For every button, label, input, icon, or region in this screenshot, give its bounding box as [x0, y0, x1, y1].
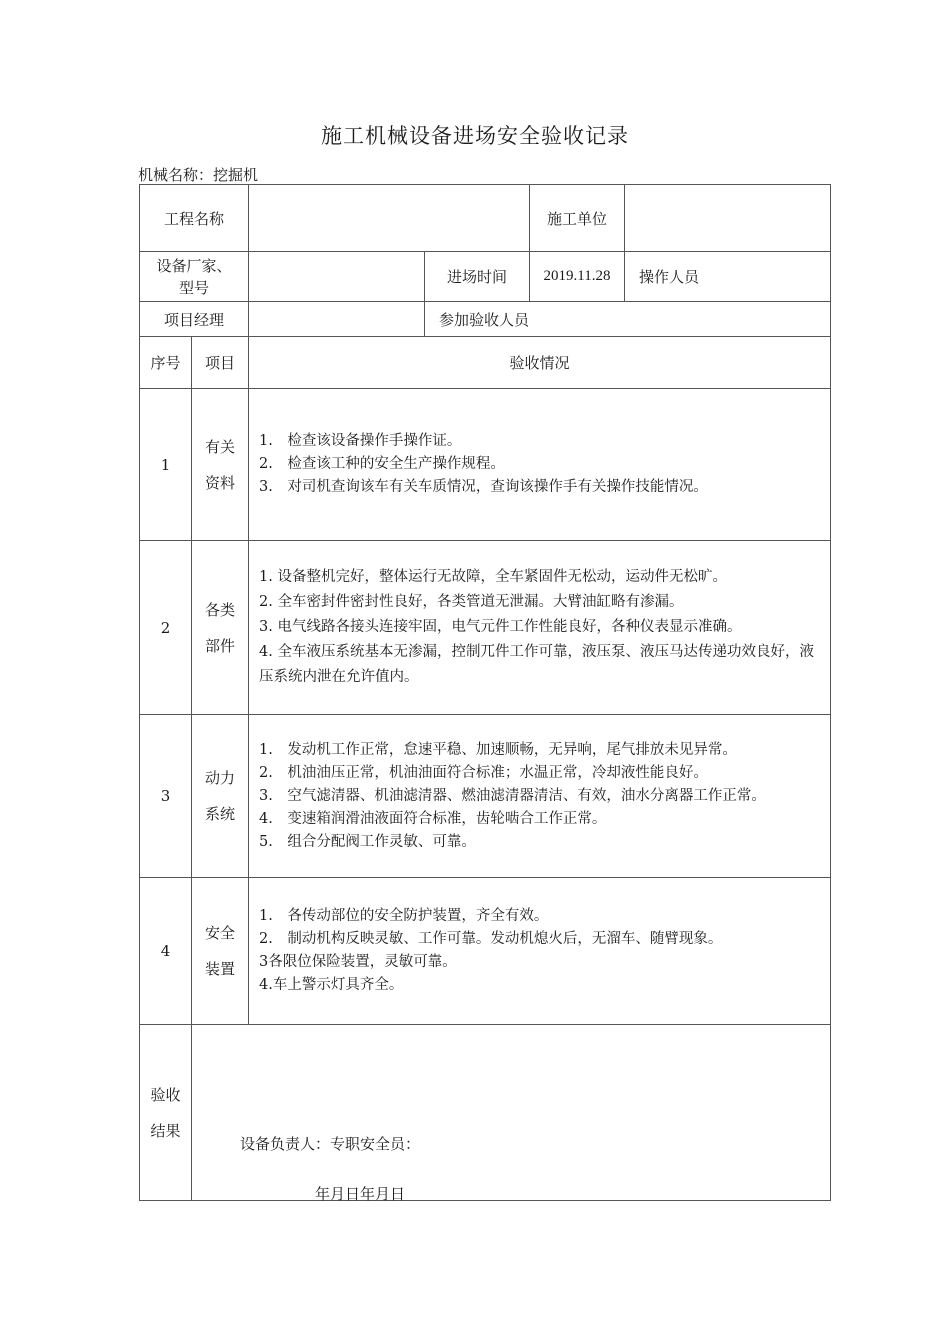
- equipment-label-line1: 设备厂家、: [156, 256, 232, 275]
- pm-label: 项目经理: [140, 302, 249, 337]
- section-no: 1: [140, 389, 192, 541]
- section-no: 4: [140, 878, 192, 1025]
- section-row: [140, 878, 831, 1025]
- row-pm: [140, 302, 831, 337]
- section-item-line2: 部件: [205, 636, 236, 655]
- detail-line: 4.车上警示灯具齐全。: [259, 977, 404, 993]
- section-details: [249, 878, 831, 1025]
- result-label: [140, 1025, 192, 1201]
- section-row: [140, 715, 831, 878]
- pm-field[interactable]: [249, 302, 425, 337]
- detail-line: 2. 全车密封件密封性良好，各类管道无泄漏。大臂油缸略有渗漏。: [259, 594, 684, 610]
- equipment-label: [140, 252, 249, 302]
- detail-line: 5. 组合分配阀工作灵敏、可靠。: [259, 833, 476, 850]
- entry-time-value: 2019.11.28: [530, 252, 625, 302]
- detail-line: 1. 各传动部位的安全防护装置，齐全有效。: [259, 908, 549, 924]
- section-row: [140, 389, 831, 541]
- detail-line: 2. 检查该工种的安全生产操作规程。: [259, 456, 505, 472]
- date-line: 年月日年月日: [315, 1185, 406, 1203]
- col-status-header: 验收情况: [249, 337, 831, 389]
- row-column-headers: [140, 337, 831, 389]
- detail-line: 3. 电气线路各接头连接牢固，电气元件工作性能良好，各种仪表显示准确。: [259, 619, 742, 635]
- page-title: 施工机械设备进场安全验收记录: [321, 124, 629, 148]
- detail-line: 4. 全车液压系统基本无渗漏，控制兀件工作可靠，液压泵、液压马达传递功效良好，液压系统内泄在允许值内。: [259, 644, 814, 685]
- result-label-line1: 验收: [150, 1085, 181, 1104]
- equipment-field[interactable]: [249, 252, 425, 302]
- section-no: 3: [140, 715, 192, 878]
- section-row: [140, 541, 831, 715]
- row-result: [140, 1025, 831, 1201]
- section-item-line1: 动力: [205, 769, 236, 787]
- row-equipment: [140, 252, 831, 302]
- section-details: [249, 389, 831, 541]
- detail-line: 4. 变速箱润滑油液面符合标准，齿轮啮合工作正常。: [259, 810, 607, 827]
- project-name-field[interactable]: [249, 185, 530, 252]
- detail-line: 1. 检查该设备操作手操作证。: [259, 433, 462, 449]
- col-item-header: 项目: [192, 337, 249, 389]
- section-item-line2: 系统: [205, 805, 236, 823]
- construction-unit-field[interactable]: [625, 185, 831, 252]
- inspection-table: [139, 184, 831, 1201]
- section-item-line2: 装置: [205, 960, 236, 978]
- detail-line: 1. 设备整机完好，整体运行无故障，全车紧固件无松动，运动件无松旷。: [259, 569, 727, 585]
- section-item-line1: 有关: [205, 437, 236, 456]
- detail-line: 2. 制动机构反映灵敏、工作可靠。发动机熄火后，无溜车、随臂现象。: [259, 931, 723, 947]
- signature-line: 设备负责人：专职安全员：: [240, 1135, 421, 1153]
- entry-time-label: 进场时间: [425, 252, 530, 302]
- section-item: [192, 541, 249, 715]
- section-item: [192, 389, 249, 541]
- col-no-header: 序号: [140, 337, 192, 389]
- machine-name: 机械名称：挖掘机: [138, 166, 259, 184]
- section-details: [249, 715, 831, 878]
- section-item-line1: 安全: [205, 924, 236, 942]
- result-field[interactable]: [192, 1025, 831, 1201]
- operator-label: 操作人员: [625, 252, 831, 302]
- equipment-label-line2: 型号: [179, 278, 210, 297]
- inspectors-label: 参加验收人员: [425, 302, 831, 337]
- section-item-line1: 各类: [205, 600, 236, 619]
- result-label-line2: 结果: [150, 1121, 181, 1140]
- section-item: [192, 715, 249, 878]
- section-item-line2: 资料: [205, 473, 236, 492]
- section-details: [249, 541, 831, 715]
- detail-line: 3各限位保险装置，灵敏可靠。: [259, 954, 457, 970]
- detail-line: 1. 发动机工作正常，怠速平稳、加速顺畅，无异响，尾气排放未见异常。: [259, 741, 737, 758]
- section-no: 2: [140, 541, 192, 715]
- row-project: [140, 185, 831, 252]
- section-item: [192, 878, 249, 1025]
- project-name-label: 工程名称: [140, 185, 249, 252]
- detail-line: 3. 对司机查询该车有关车质情况，查询该操作手有关操作技能情况。: [259, 479, 708, 495]
- detail-line: 2. 机油油压正常，机油油面符合标准；水温正常，冷却液性能良好。: [259, 764, 708, 781]
- construction-unit-label: 施工单位: [530, 185, 625, 252]
- detail-line: 3. 空气滤清器、机油滤清器、燃油滤清器清洁、有效，油水分离器工作正常。: [259, 787, 766, 804]
